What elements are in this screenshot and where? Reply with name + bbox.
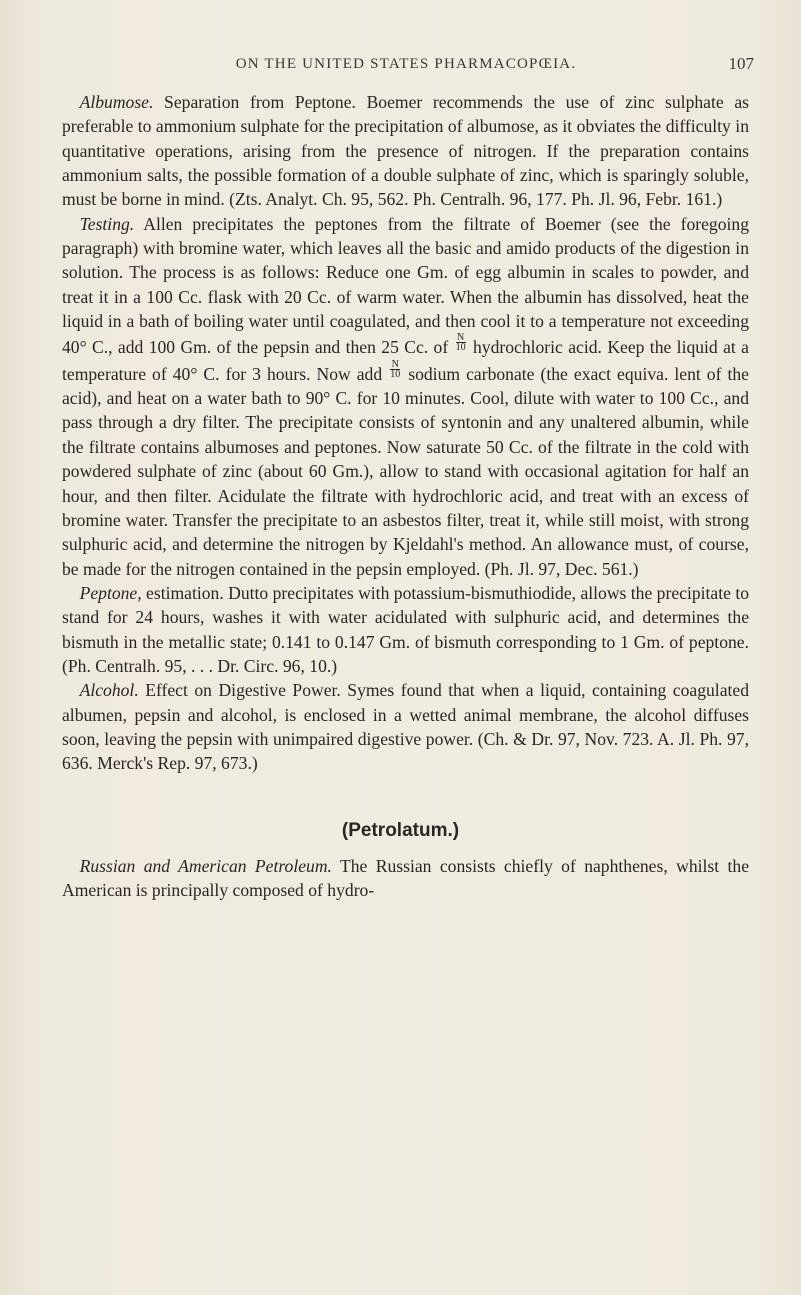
- paragraph-peptone: [62, 581, 749, 678]
- section-text: [62, 854, 749, 903]
- paragraph-text: sodium carbonate (the exact equiva. lent of the acid), and heat on a water bath to 90° C. for 10 minutes. Cool, dilute with water to 100 Cc., and pass through a dry filter. The precipitate consists of syntonin and any unaltered albumin, while the filtrate contains albumoses and peptones. Now saturate 50 Cc. of the filtrate in the cold with powdered sulphate of zinc (about 60 Gm.), allow to stand with occasional agitation for half an hour, and then filter. Acidulate the filtrate with hydrochloric acid, and treat with an excess of bromine water. Transfer the precipitate to an asbestos filter, treat it, while still moist, with strong sulphuric acid, and determine the nitrogen by Kjeldahl's method. An allowance must, of course, be made for the nitrogen contained in the pepsin employed. (Ph. Jl. 97, Dec. 561.): [62, 363, 749, 579]
- paragraph-text: The Russian consists chiefly of naphthenes, whilst the American is principally composed of hydro-: [62, 856, 749, 901]
- paragraph-lead: Alcohol.: [79, 680, 139, 701]
- paragraph-lead: Russian and American Petroleum.: [79, 856, 332, 876]
- paragraph-text: Allen precipitates the peptones from the filtrate of Boemer (see the foregoing paragraph) with bromine water, which leaves all the basic and amido products of the digestion in solution. The process is as follows: Reduce one Gm. of egg albumin in scales to powder, and treat it in a 100 Cc. flask with 20 Cc. of warm water. When the albumin has dissolved, heat the liquid in a bath of boiling water until coagulated, and then cool it to a temperature not exceeding 40° C., add 100 Gm. of the pepsin and then 25 Cc. of: [62, 213, 749, 358]
- running-head: [58, 56, 754, 78]
- paragraph-text: estimation. Dutto precipitates with potassium-bismuthiodide, allows the precipitate to stand for 24 hours, washes it with water acidulated with sulphuric acid, and determines the bismuth in the metallic state; 0.141 to 0.147 Gm. of bismuth corresponding to 1 Gm. of peptone. (Ph. Centralh. 95, . . . Dr. Circ. 96, 10.): [62, 582, 750, 676]
- fraction-normal-tenth: $\frac{N}{10}$: [390, 358, 401, 380]
- paragraph-testing: [62, 212, 749, 581]
- section-heading: (Petrolatum.): [341, 820, 460, 841]
- paragraph-alcohol: [62, 678, 749, 775]
- paragraph-petroleum: [62, 854, 749, 903]
- paragraph-lead: Peptone,: [79, 582, 142, 603]
- main-text: [62, 90, 749, 776]
- paragraph-text: Effect on Digestive Power. Symes found that when a liquid, containing coagulated albumen, pepsin and alcohol, is enclosed in a wetted animal membrane, the alcohol diffuses soon, leaving the pepsin with unimpaired digestive power. (Ch. & Dr. 97, Nov. 723. A. Jl. Ph. 97, 636. Merck's Rep. 97, 673.): [62, 680, 749, 774]
- fraction-normal-tenth: $\frac{N}{10}$: [455, 332, 466, 354]
- paragraph-text: Separation from Peptone. Boemer recommends the use of zinc sulphate as preferable to ammonium sulphate for the precipitation of albumose, as it obviates the difficulty in quantitative operations, arising from the presence of nitrogen. If the preparation contains ammonium salts, the possible formation of a double sulphate of zinc, which is sparingly soluble, must be borne in mind. (Zts. Analyt. Ch. 95, 562. Ph. Centralh. 96, 177. Ph. Jl. 96, Febr. 161.): [62, 92, 749, 210]
- paragraph-lead: Albumose.: [79, 92, 154, 112]
- running-head-title: ON THE UNITED STATES PHARMACOPŒIA.: [235, 56, 577, 72]
- paragraph-text: hydrochloric acid. Keep the liquid at a temperature of 40° C. for 3 hours. Now add: [62, 337, 749, 384]
- page-number: 107: [728, 54, 754, 73]
- paragraph-albumose: [62, 90, 749, 212]
- paragraph-lead: Testing.: [79, 213, 135, 234]
